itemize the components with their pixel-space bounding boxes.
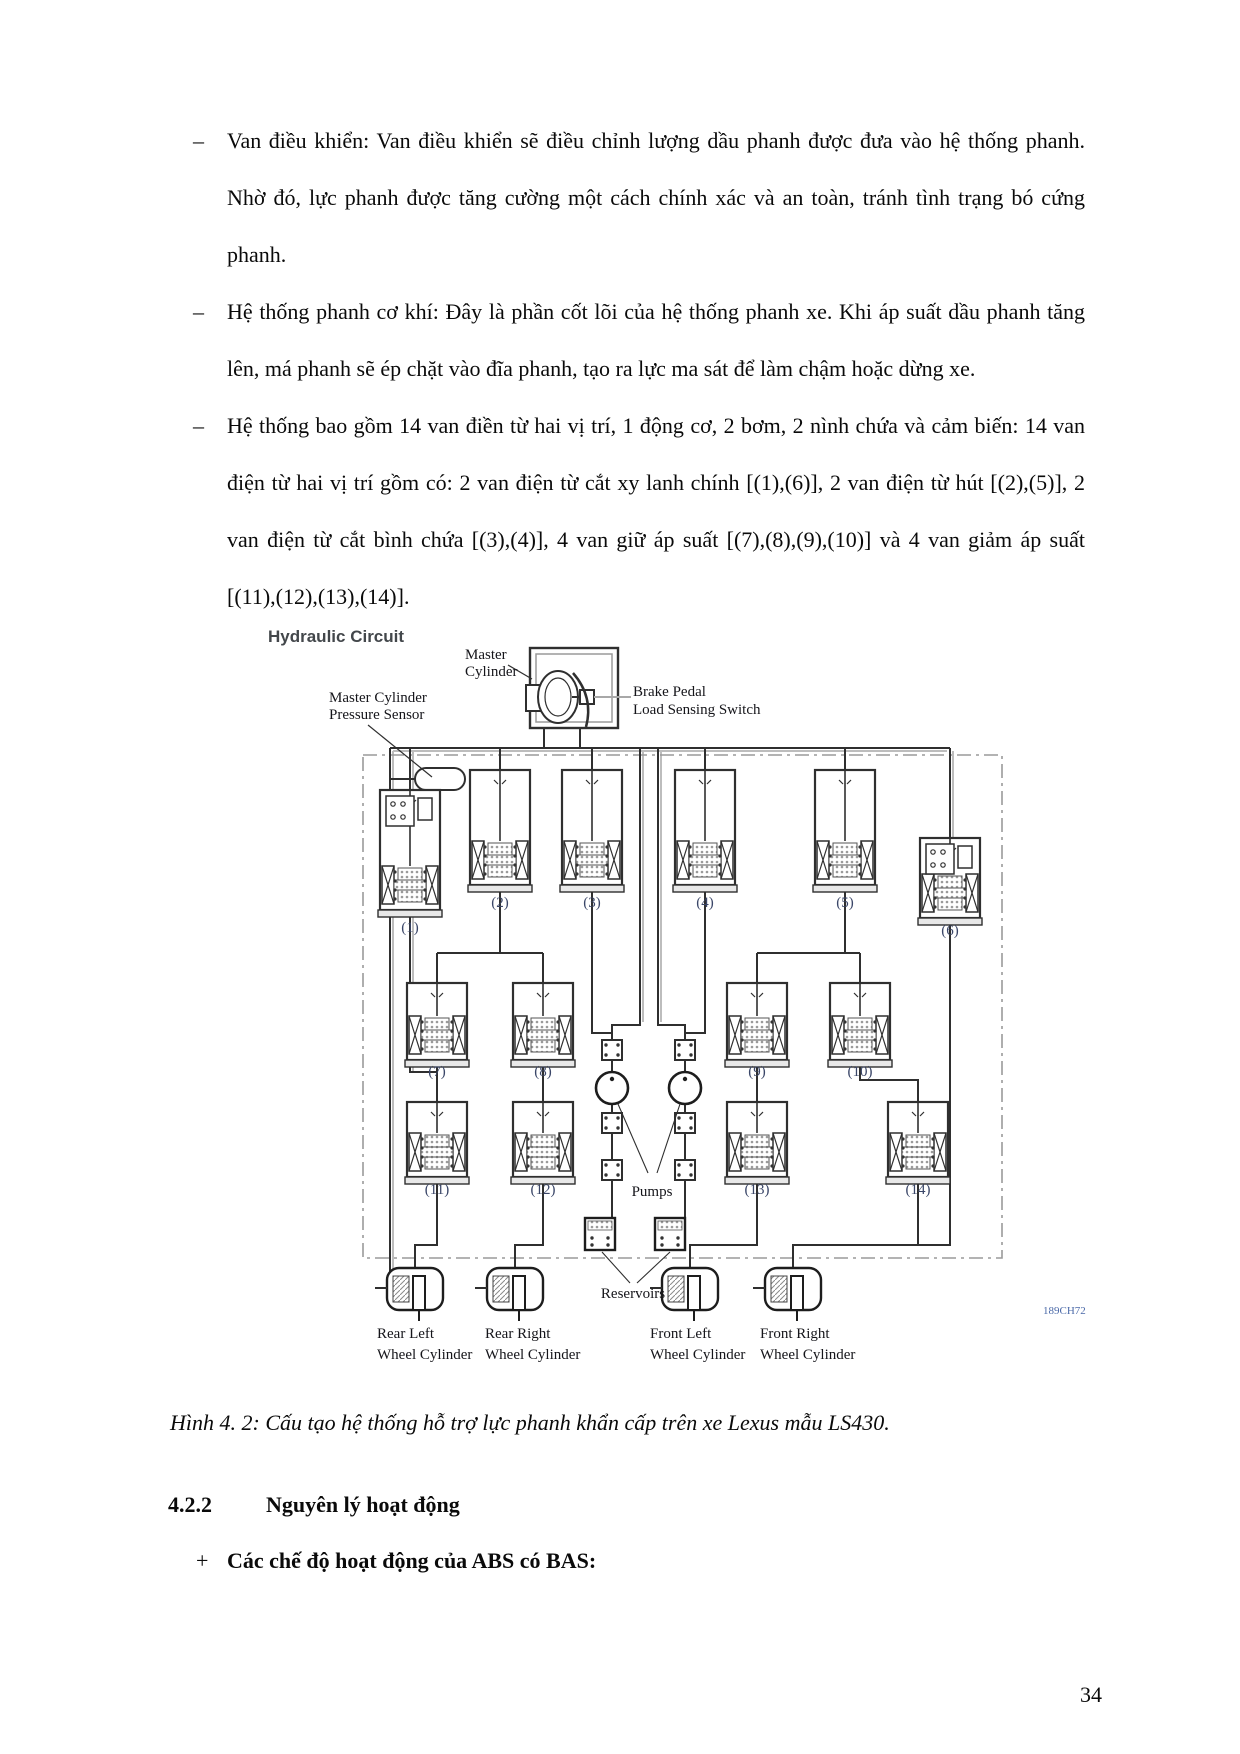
solenoid-valve xyxy=(511,983,575,1067)
bullet-item xyxy=(168,283,1085,397)
section-number: 4.2.2 xyxy=(168,1492,212,1517)
diagram-label: (5) xyxy=(836,895,854,911)
diagram-label: (7) xyxy=(428,1064,446,1080)
diagram-label: Rear Left xyxy=(377,1326,435,1342)
bullet-item xyxy=(168,112,1085,283)
diagram-label: Wheel Cylinder xyxy=(485,1347,581,1363)
body-text xyxy=(168,112,1085,625)
diagram-label: (11) xyxy=(424,1182,450,1198)
solenoid-valve xyxy=(813,770,877,892)
diagram-label: (12) xyxy=(530,1182,556,1198)
figure-caption: Hình 4. 2: Cấu tạo hệ thống hỗ trợ lực phanh khẩn cấp trên xe Lexus mẫu LS430. xyxy=(170,1410,890,1435)
diagram-label: (1) xyxy=(401,920,419,936)
diagram-label: Wheel Cylinder xyxy=(650,1347,746,1363)
diagram-label: Wheel Cylinder xyxy=(760,1347,856,1363)
diagram-label: (4) xyxy=(696,895,714,911)
hydraulic-circuit-figure xyxy=(240,555,1100,1365)
diagram-label: (3) xyxy=(583,895,601,911)
diagram-label: 189CH72 xyxy=(1043,1305,1086,1317)
diagram-label: Cylinder xyxy=(465,664,518,680)
bullet-marker: – xyxy=(193,299,204,324)
diagram-label: (10) xyxy=(847,1064,873,1080)
bullet-text: Van điều khiển: Van điều khiển sẽ điều chỉnh lượng dầu phanh được đưa vào hệ thống phanh. Nhờ đó, lực phanh được tăng cường một cách chính xác và an toàn, tránh tình trạng bó cứng phanh. xyxy=(227,128,1085,267)
solenoid-valve xyxy=(725,1102,789,1184)
diagram-label: Front Left xyxy=(650,1326,712,1342)
diagram-label: Wheel Cylinder xyxy=(377,1347,473,1363)
bullet-text: Hệ thống bao gồm 14 van điền từ hai vị trí, 1 động cơ, 2 bơm, 2 nình chứa và cảm biến: 14 van điện từ hai vị trí gồm có: 2 van điện từ cắt xy lanh chính [(1),(6)], 2 van điện từ hút [(2),(5)], 2 van điện từ cắt bình chứa [(3),(4)], 4 van giữ áp suất [(7),(8),(9),(10)] và 4 van giảm áp suất [(11),(12),(13),(14)]. xyxy=(227,413,1085,609)
page-number: 34 xyxy=(1080,1682,1102,1707)
diagram-label: (13) xyxy=(744,1182,770,1198)
diagram-label: Rear Right xyxy=(485,1326,551,1342)
solenoid-valve xyxy=(405,983,469,1067)
diagram-label: (2) xyxy=(491,895,509,911)
hydraulic-circuit-diagram xyxy=(240,555,1100,1365)
section-title: Nguyên lý hoạt động xyxy=(266,1492,460,1517)
diagram-label: (6) xyxy=(941,923,959,939)
diagram-label: Brake Pedal xyxy=(633,684,706,700)
diagram-label: Pumps xyxy=(631,1184,673,1200)
solenoid-valve xyxy=(405,1102,469,1184)
bullet-marker: – xyxy=(193,128,204,153)
sub-bullet-marker: + xyxy=(196,1548,209,1573)
diagram-label: (8) xyxy=(534,1064,552,1080)
sub-bullet-text: Các chế độ hoạt động của ABS có BAS: xyxy=(227,1548,597,1573)
solenoid-valve xyxy=(511,1102,575,1184)
solenoid-valve xyxy=(886,1102,950,1184)
solenoid-valve xyxy=(560,770,624,892)
diagram-label: Reservoirs xyxy=(600,1286,666,1302)
solenoid-valve xyxy=(828,983,892,1067)
wheel-cylinder-icon xyxy=(475,1268,543,1321)
section-heading xyxy=(168,1492,460,1518)
diagram-label: Load Sensing Switch xyxy=(633,702,761,718)
diagram-label: Master xyxy=(465,647,507,663)
solenoid-valve xyxy=(725,983,789,1067)
bullet-marker: – xyxy=(193,413,204,438)
solenoid-valve xyxy=(468,770,532,892)
solenoid-valve xyxy=(918,838,982,925)
diagram-label: (14) xyxy=(905,1182,931,1198)
solenoid-valve xyxy=(378,790,442,917)
wheel-cylinder-icon xyxy=(753,1268,821,1321)
diagram-label: Pressure Sensor xyxy=(329,707,425,723)
sub-bullet xyxy=(168,1548,596,1574)
diagram-label: Hydraulic Circuit xyxy=(268,627,405,646)
wheel-cylinder-icon xyxy=(375,1268,443,1321)
solenoid-valve xyxy=(673,770,737,892)
diagram-label: (9) xyxy=(748,1064,766,1080)
diagram-label: Master Cylinder xyxy=(329,690,427,706)
diagram-label: Front Right xyxy=(760,1326,830,1342)
bullet-text: Hệ thống phanh cơ khí: Đây là phần cốt lõi của hệ thống phanh xe. Khi áp suất dầu phanh tăng lên, má phanh sẽ ép chặt vào đĩa phanh, tạo ra lực ma sát để làm chậm hoặc dừng xe. xyxy=(227,299,1085,381)
